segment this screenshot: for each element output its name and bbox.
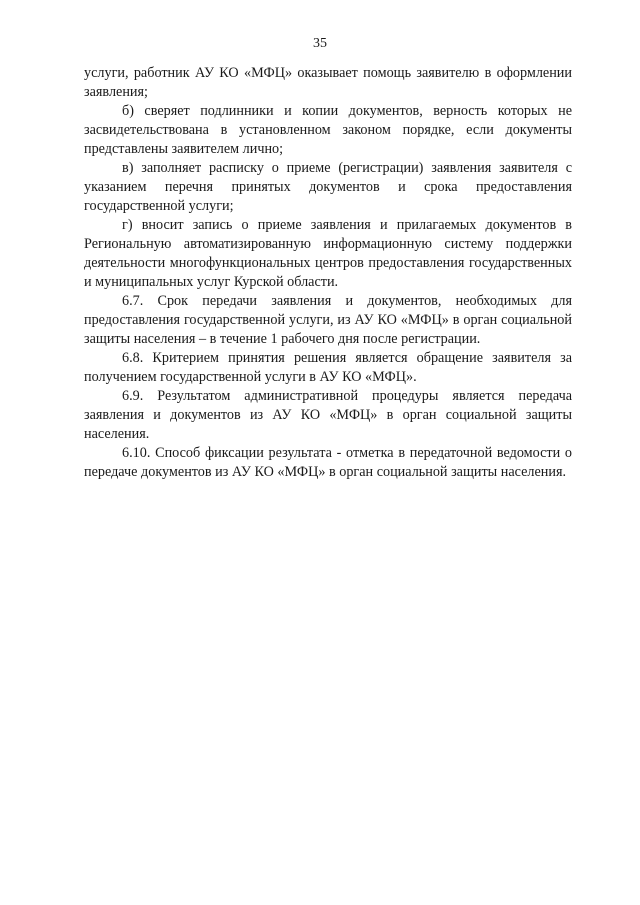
paragraph-6-9: 6.9. Результатом административной процедуры является передача заявления и документов из АУ КО «МФЦ» в орган социальной защиты населения. [84,388,572,442]
paragraph-6-10: 6.10. Способ фиксации результата - отметка в передаточной ведомости о передаче документов из АУ КО «МФЦ» в орган социальной защиты населения. [84,445,572,480]
paragraph-continuation: услуги, работник АУ КО «МФЦ» оказывает помощь заявителю в оформлении заявления; [84,65,572,100]
document-body [84,64,572,482]
paragraph-b: б) сверяет подлинники и копии документов, верность которых не засвидетельствована в установленном законом порядке, если документы представлены заявителем лично; [84,103,572,157]
paragraph-6-7: 6.7. Срок передачи заявления и документов, необходимых для предоставления государственной услуги, из АУ КО «МФЦ» в орган социальной защиты населения – в течение 1 рабочего дня после регистрации. [84,293,572,347]
page-number: 35 [313,36,327,51]
paragraph-g: г) вносит запись о приеме заявления и прилагаемых документов в Региональную автоматизированную информационную систему поддержки деятельности многофункциональных центров предоставления государственных и муниципальных услуг Курской области. [84,217,572,290]
paragraph-v: в) заполняет расписку о приеме (регистрации) заявления заявителя с указанием перечня принятых документов и срока предоставления государственной услуги; [84,160,572,214]
paragraph-6-8: 6.8. Критерием принятия решения является обращение заявителя за получением государственной услуги в АУ КО «МФЦ». [84,350,572,385]
